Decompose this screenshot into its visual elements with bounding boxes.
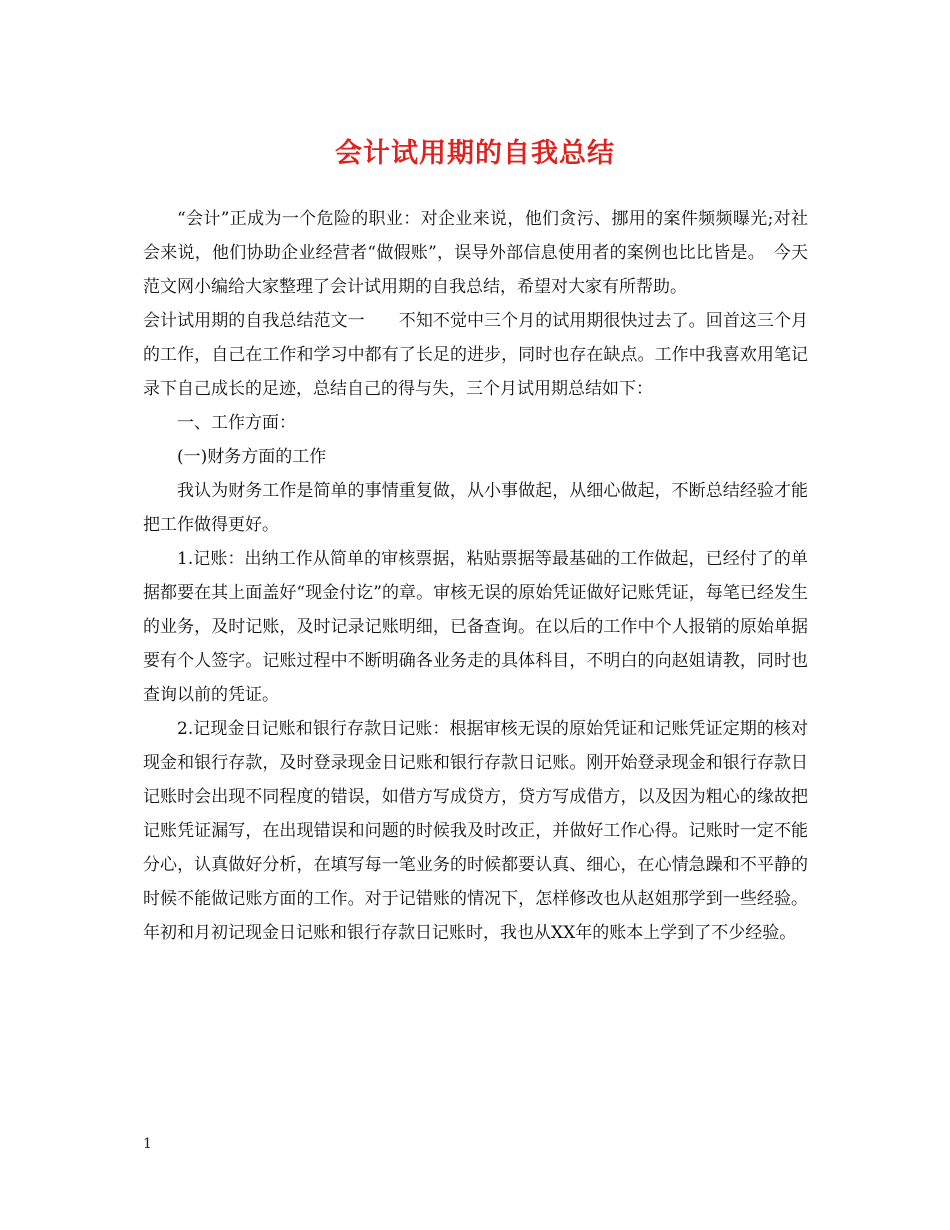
- paragraph-intro: “会计”正成为一个危险的职业：对企业来说，他们贪污、挪用的案件频频曝光;对社会来说，他们协助企业经营者“做假账”，误导外部信息使用者的案例也比比皆是。 今天范文网小编给大家整理了会计试用期的自我总结，希望对大家有所帮助。: [143, 209, 808, 297]
- paragraph-bookkeeping: 1.记账：出纳工作从简单的审核票据，粘贴票据等最基础的工作做起，已经付了的单据都要在其上面盖好“现金付讫”的章。审核无误的原始凭证做好记账凭证，每笔已经发生的业务，及时记账，及时记录记账明细，已备查询。在以后的工作中个人报销的原始单据要有个人签字。记账过程中不断明确各业务走的具体科目，不明白的向赵姐请教，同时也查询以前的凭证。: [143, 549, 808, 705]
- document-body: [143, 202, 808, 950]
- document-title: 会计试用期的自我总结: [335, 138, 615, 169]
- page-number: 1: [143, 1136, 152, 1152]
- paragraph-finance-work: 我认为财务工作是简单的事情重复做，从小事做起，从细心做起，不断总结经验才能把工作做得更好。: [143, 481, 808, 535]
- paragraph-sample-one: 会计试用期的自我总结范文一 不知不觉中三个月的试用期很快过去了。回首这三个月的工作，自己在工作和学习中都有了长足的进步，同时也存在缺点。工作中我喜欢用笔记录下自己成长的足迹，总结自己的得与失，三个月试用期总结如下：: [143, 311, 808, 399]
- paragraph-section-heading: 一、工作方面：: [177, 413, 296, 433]
- paragraph-cash-journal: 2.记现金日记账和银行存款日记账：根据审核无误的原始凭证和记账凭证定期的核对现金和银行存款，及时登录现金日记账和银行存款日记账。刚开始登录现金和银行存款日记账时会出现不同程度的错误，如借方写成贷方，贷方写成借方，以及因为粗心的缘故把记账凭证漏写，在出现错误和问题的时候我及时改正，并做好工作心得。记账时一定不能分心，认真做好分析，在填写每一笔业务的时候都要认真、细心，在心情急躁和不平静的时候不能做记账方面的工作。对于记错账的情况下，怎样修改也从赵姐那学到一些经验。年初和月初记现金日记账和银行存款日记账时，我也从XX年的账本上学到了不少经验。: [143, 719, 808, 943]
- paragraph-subsection-heading: (一)财务方面的工作: [177, 447, 327, 467]
